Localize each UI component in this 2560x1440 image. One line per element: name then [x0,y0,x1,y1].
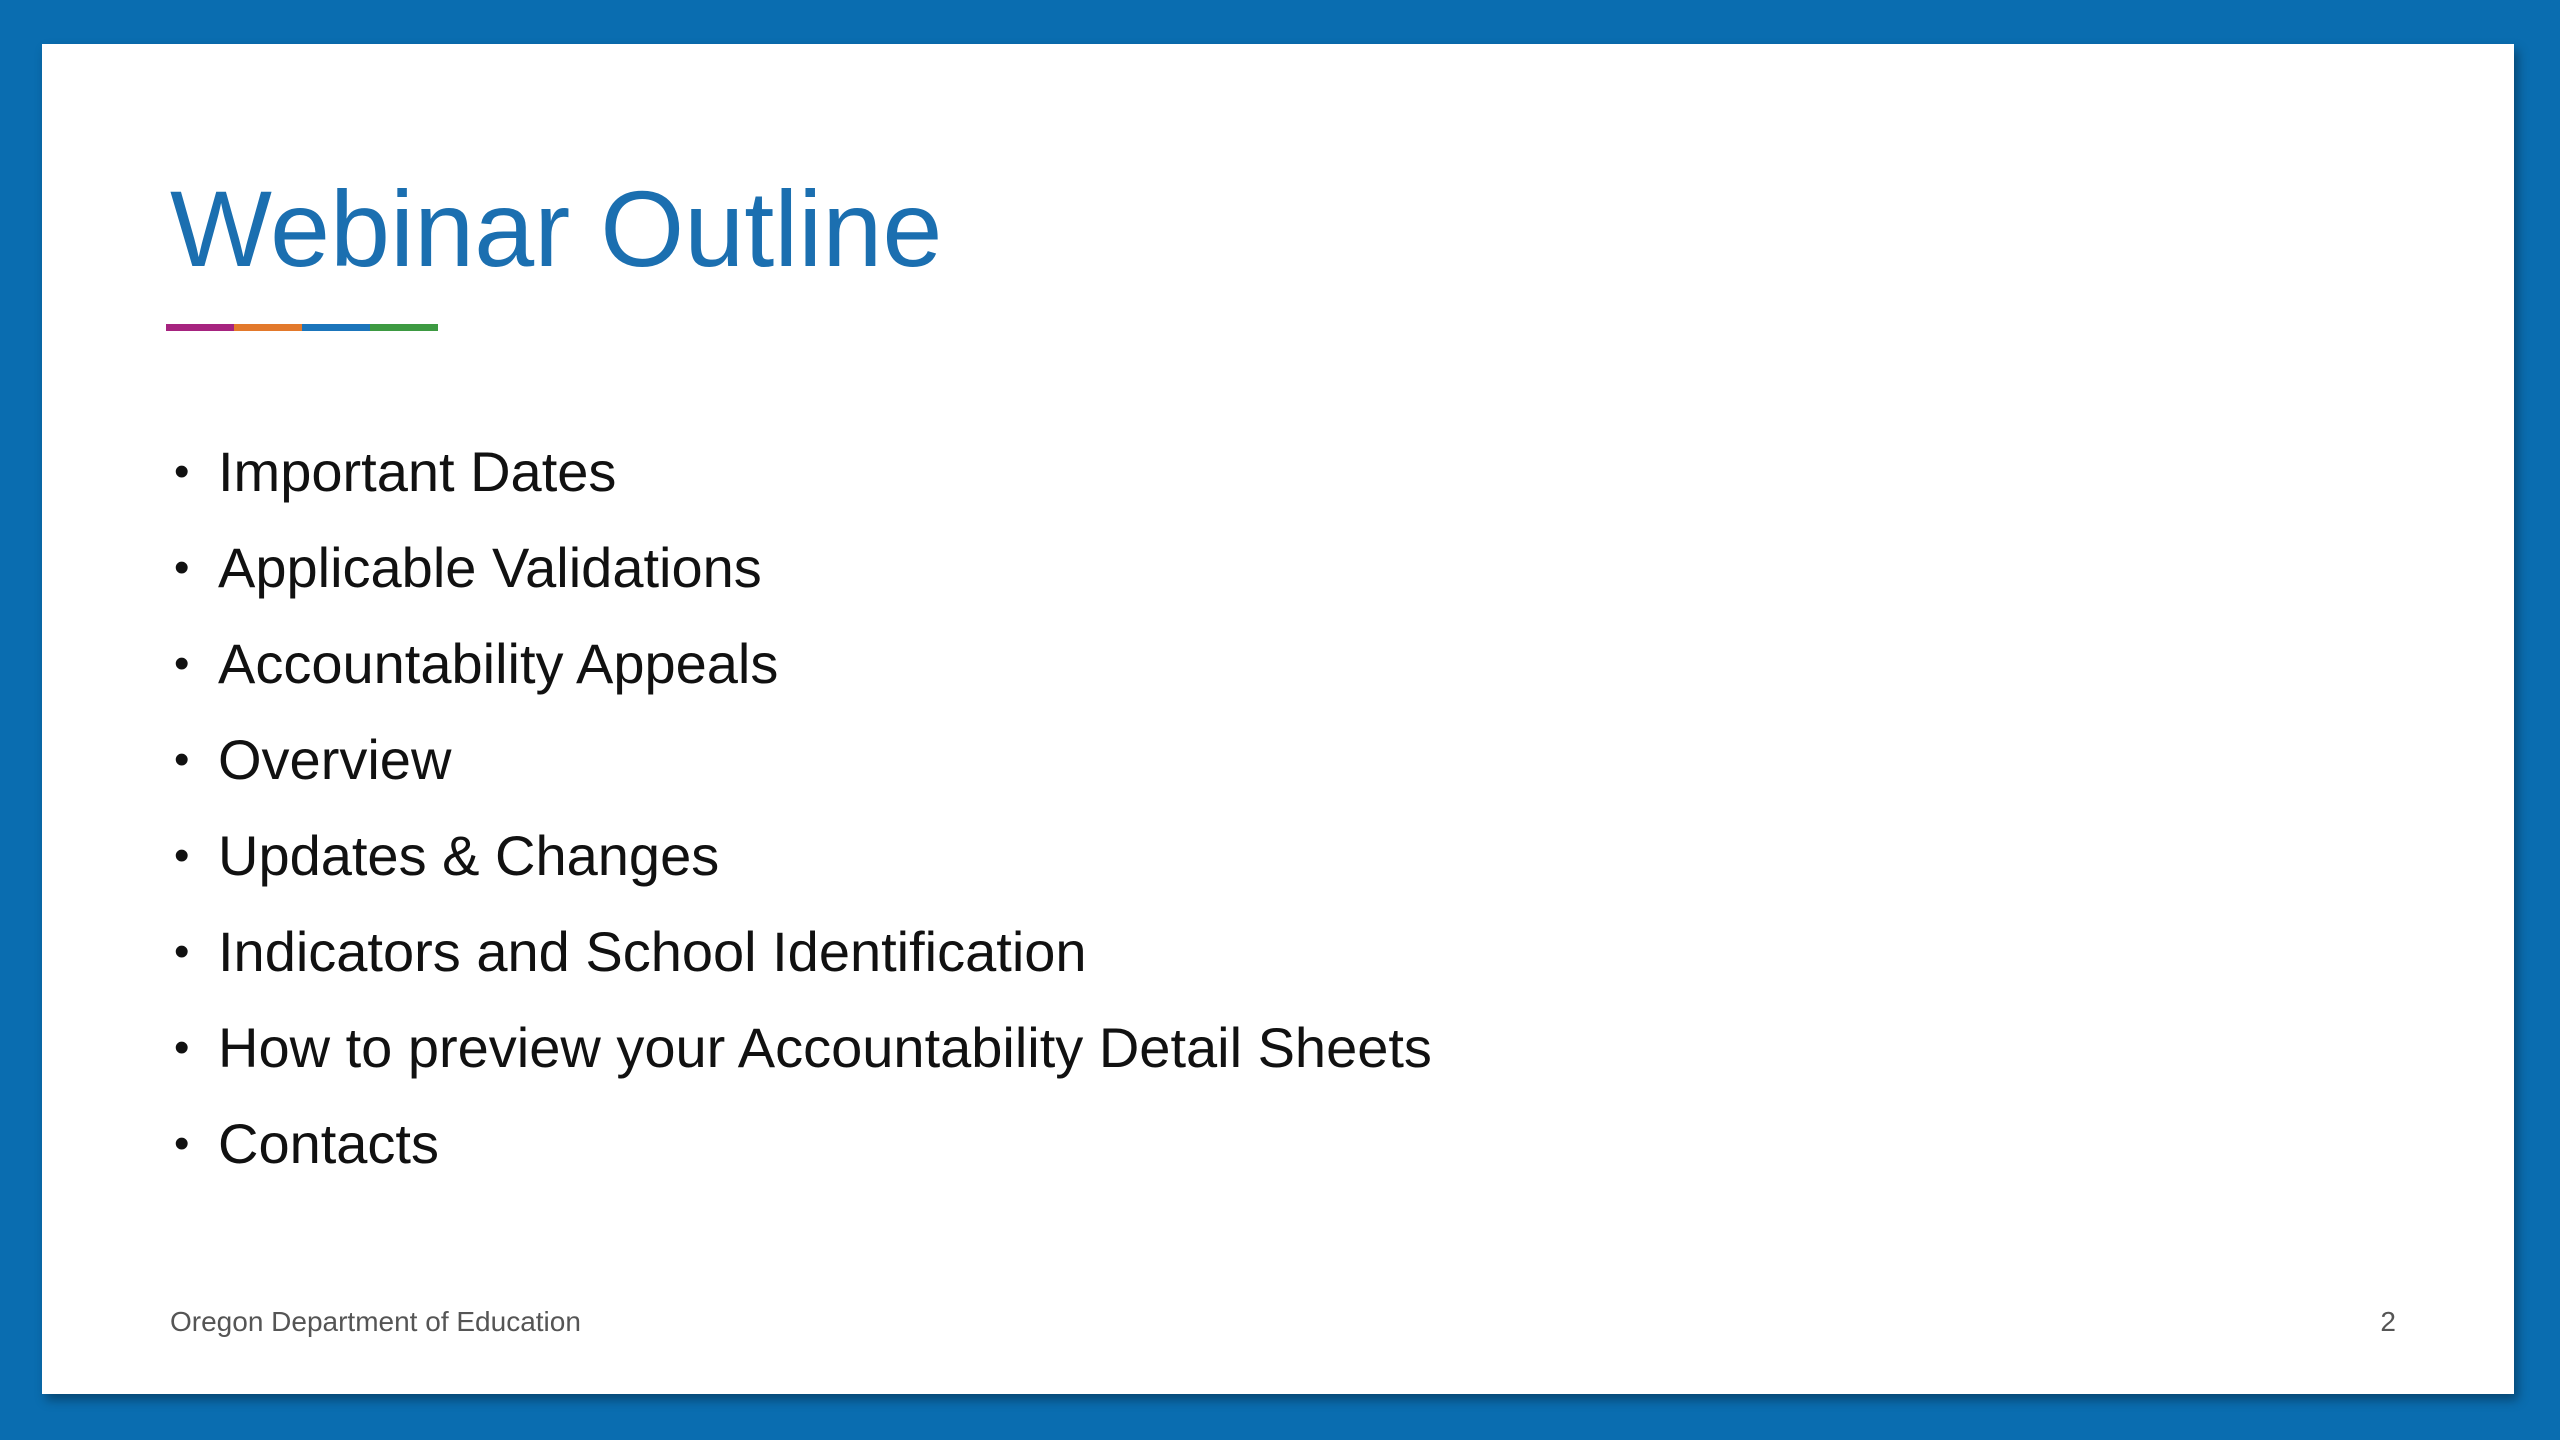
list-item [170,904,1432,1000]
list-item-text: Contacts [218,1112,439,1175]
list-item-text: Important Dates [218,440,617,503]
bullet-icon: • [174,639,190,688]
list-item [170,712,1432,808]
list-item-text: How to preview your Accountability Detail Sheets [218,1016,1432,1079]
list-item-text: Indicators and School Identification [218,920,1087,983]
list-item-text: Overview [218,728,452,791]
list-item-text: Accountability Appeals [218,632,779,695]
slide-title: Webinar Outline [170,168,943,289]
list-item [170,424,1432,520]
slide [42,44,2514,1394]
accent-segment-blue [302,324,370,331]
page-number: 2 [2380,1306,2396,1337]
list-item [170,616,1432,712]
list-item [170,808,1432,904]
bullet-icon: • [174,831,190,880]
list-item [170,520,1432,616]
accent-segment-green [370,324,438,331]
list-item [170,1000,1432,1096]
accent-segment-orange [234,324,302,331]
bullet-icon: • [174,447,190,496]
bullet-icon: • [174,735,190,784]
bullet-icon: • [174,1023,190,1072]
footer-organization: Oregon Department of Education [170,1306,581,1337]
bullet-icon: • [174,1119,190,1168]
list-item [170,1096,1432,1192]
list-item-text: Updates & Changes [218,824,720,887]
outline-list [170,424,1432,1192]
bullet-icon: • [174,927,190,976]
accent-segment-magenta [166,324,234,331]
list-item-text: Applicable Validations [218,536,762,599]
title-accent-bar [166,324,438,331]
bullet-icon: • [174,543,190,592]
